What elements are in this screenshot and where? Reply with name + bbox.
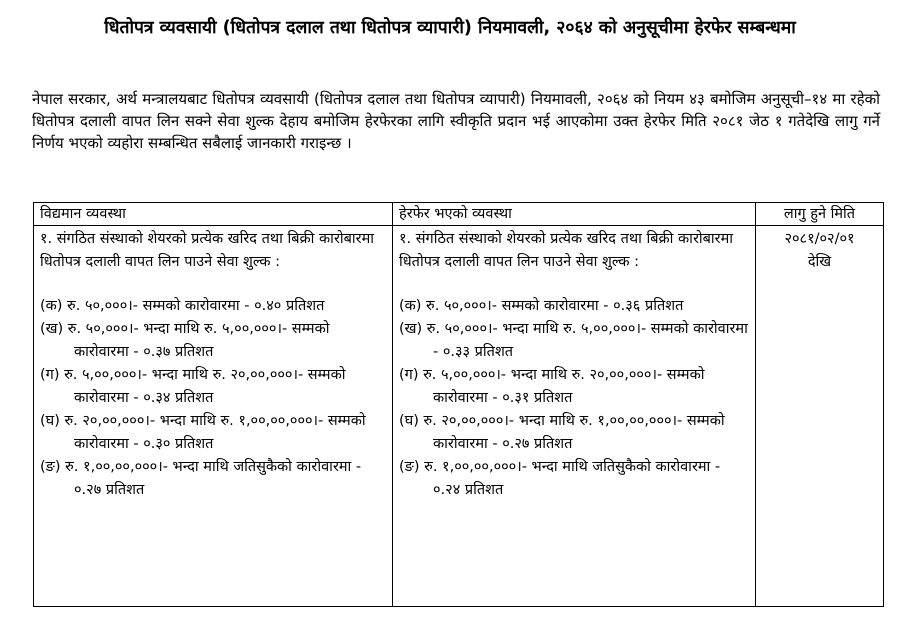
existing-item-gha: (घ) रु. २०,००,०००।- भन्दा माथि रु. १,००,००,०००।- सम्मको कारोवारमा - ०.३० प्रतिशत bbox=[40, 413, 366, 452]
header-effective-date: लागु हुने मिति bbox=[756, 203, 884, 226]
existing-item-nga: (ङ) रु. १,००,००,०००।- भन्दा माथि जतिसुकैको कारोवारमा - ०.२७ प्रतिशत bbox=[40, 459, 362, 498]
effective-date-suffix: देखि bbox=[807, 254, 832, 270]
existing-cell bbox=[34, 226, 393, 607]
table-header-row bbox=[34, 203, 884, 226]
header-revised: हेरफेर भएको व्यवस्था bbox=[393, 203, 756, 226]
revised-cell bbox=[393, 226, 756, 607]
revised-item-gha: (घ) रु. २०,००,०००।- भन्दा माथि रु. १,००,००,०००।- सम्मको कारोवारमा - ०.२७ प्रतिशत bbox=[399, 413, 725, 452]
existing-heading: १. संगठित संस्थाको शेयरको प्रत्येक खरिद तथा बिक्री कारोबारमा धितोपत्र दलाली वापत लिन पाउने सेवा शुल्क : bbox=[40, 231, 375, 270]
header-existing: विद्यमान व्यवस्था bbox=[34, 203, 393, 226]
revised-item-kha: (ख) रु. ५०,०००।- भन्दा माथि रु. ५,००,०००।- सम्मको कारोवारमा - ०.३३ प्रतिशत bbox=[399, 321, 748, 360]
revised-item-nga: (ङ) रु. १,००,००,०००।- भन्दा माथि जतिसुकैको कारोवारमा - ०.२४ प्रतिशत bbox=[399, 459, 721, 498]
existing-item-kha: (ख) रु. ५०,०००।- भन्दा माथि रु. ५,००,०००।- सम्मको कारोवारमा - ०.३७ प्रतिशत bbox=[40, 321, 330, 360]
revised-heading: १. संगठित संस्थाको शेयरको प्रत्येक खरिद तथा बिक्री कारोबारमा धितोपत्र दलाली वापत लिन पाउने सेवा शुल्क : bbox=[399, 231, 734, 270]
document-title: धितोपत्र व्यवसायी (धितोपत्र दलाल तथा धितोपत्र व्यापारी) नियमावली, २०६४ को अनुसूचीमा हेरफेर सम्बन्धमा bbox=[104, 18, 796, 38]
table-row bbox=[34, 226, 884, 607]
intro-paragraph: नेपाल सरकार, अर्थ मन्त्रालयबाट धितोपत्र व्यवसायी (धितोपत्र दलाल तथा धितोपत्र व्यापारी) नियमावली, २०६४ को नियम ४३ बमोजिम अनुसूची–१४ मा रहेको धितोपत्र दलाली वापत लिन सक्ने सेवा शुल्क देहाय बमोजिम हेरफेरका लागि स्वीकृति प्रदान भई आएकोमा उक्त हेरफेर मिति २०८१ जेठ १ गतेदेखि लागु गर्ने निर्णय भएको व्यहोरा सम्बन्धित सबैलाई जानकारी गराइन्छ । bbox=[32, 90, 880, 152]
existing-item-ga: (ग) रु. ५,००,०००।- भन्दा माथि रु. २०,००,०००।- सम्मको कारोवारमा - ०.३४ प्रतिशत bbox=[40, 367, 346, 406]
revised-item-ga: (ग) रु. ५,००,०००।- भन्दा माथि रु. २०,००,०००।- सम्मको कारोवारमा - ०.३१ प्रतिशत bbox=[399, 367, 705, 406]
effective-date: २०८१/०२/०१ bbox=[784, 231, 855, 247]
revised-item-ka: (क) रु. ५०,०००।- सम्मको कारोवारमा - ०.३६ प्रतिशत bbox=[399, 298, 684, 314]
effective-date-cell bbox=[756, 226, 884, 607]
existing-item-ka: (क) रु. ५०,०००।- सम्मको कारोवारमा - ०.४० प्रतिशत bbox=[40, 298, 325, 314]
fee-revision-table bbox=[33, 202, 884, 607]
